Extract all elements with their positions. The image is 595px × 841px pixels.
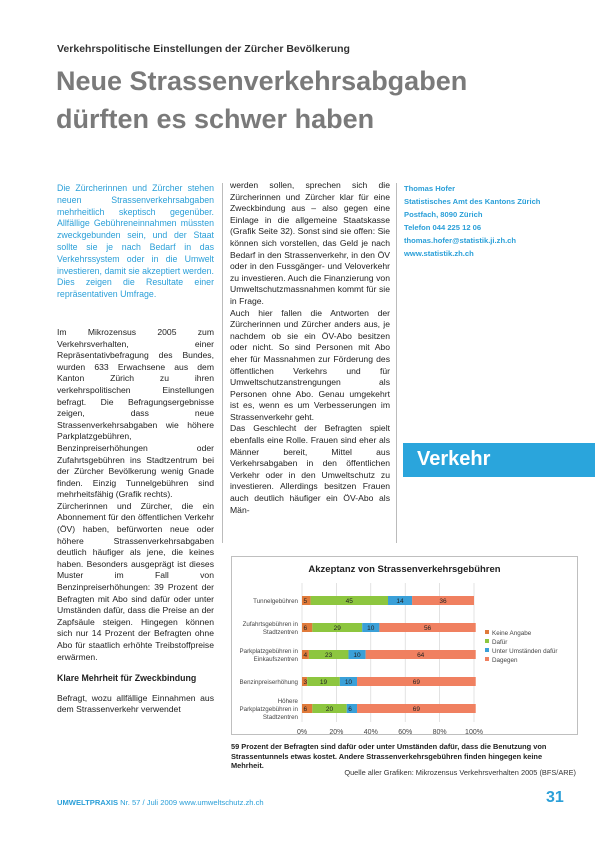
data-label: 36: [439, 598, 447, 605]
category-label: Höhere: [277, 698, 298, 705]
x-tick-label: 0%: [296, 729, 308, 734]
x-tick-label: 80%: [432, 729, 447, 734]
author-email[interactable]: thomas.hofer@statistik.ji.zh.ch: [404, 236, 517, 245]
magazine-name: UMWELTPRAXIS: [57, 798, 119, 807]
section-banner: [403, 443, 595, 477]
data-label: 6: [303, 706, 308, 713]
category-label: Benzinpreiserhöhung: [239, 679, 298, 686]
legend-label: Dafür: [492, 639, 508, 646]
column-1: [57, 183, 214, 716]
category-label: Parkplatzgebühren in: [239, 706, 298, 713]
data-label: 6: [303, 625, 308, 632]
category-label: Stadtzentren: [262, 629, 298, 636]
chart-source: Quelle aller Grafiken: Mikrozensus Verkehrsverhalten 2005 (BFS/ARE): [344, 768, 576, 777]
chart-title: Akzeptanz von Strassenverkehrsgebühren: [308, 564, 501, 575]
legend-label: Unter Umständen dafür: [492, 648, 558, 655]
data-label: 56: [423, 625, 432, 632]
footer: [57, 798, 264, 807]
author-org: Statistisches Amt des Kantons Zürich: [404, 197, 541, 206]
x-tick-label: 40%: [363, 729, 378, 734]
data-label: 69: [412, 679, 420, 686]
data-label: 45: [345, 598, 353, 605]
issue-info: Nr. 57 / Juli 2009 www.umweltschutz.zh.ch: [118, 798, 264, 807]
author-website[interactable]: www.statistik.zh.ch: [404, 249, 474, 258]
author-phone: Telefon 044 225 12 06: [404, 223, 482, 232]
legend-label: Keine Angabe: [492, 630, 532, 637]
chart-caption: 59 Prozent der Befragten sind dafür oder unter Umständen dafür, dass die Benutzung von Strassentunnels etwas kostet. Andere Strassenverkehrsgebühren finden hingegen keine Mehrheit.: [231, 742, 547, 771]
column-divider: [396, 183, 397, 543]
data-label: 29: [333, 625, 341, 632]
kicker: Verkehrspolitische Einstellungen der Zürcher Bevölkerung: [57, 43, 350, 55]
subheading: Klare Mehrheit für Zweckbindung: [57, 673, 197, 684]
chart: [231, 556, 578, 735]
data-label: 69: [412, 706, 420, 713]
body-paragraph: Auch hier fallen die Antworten der Zürcherinnen und Zürcher anders aus, je nachdem ob sie ein ÖV-Abo besitzen oder nicht. So sind Personen mit Abo eher für Massnahmen zur Förderung des öffentlichen Verkehrs und für Umweltschutzanstrengungen als Personen ohne Abo. Genau umgekehrt ist es, wenn es um Verbesserungen im Strassenverkehr geht.: [230, 307, 390, 422]
data-label: 4: [303, 652, 308, 659]
data-label: 19: [319, 679, 328, 686]
body-paragraph: Zürcherinnen und Zürcher, die ein Abonnement für den öffentlichen Verkehr (ÖV) haben, befürworten neue oder höhere Strassenverkehrsabgaben deutlich häufiger als jene, die keines haben. Besonders ausgeprägt ist dieses Muster im Fall von Benzinpreiserhöhungen: 39 Prozent der Befragten mit Abo sind dafür oder unter Umständen dafür, dass die Preise an der Zapfsäule steigen. Hingegen können sich nur 14 Prozent der Befragten ohne Abo für staatlich erhöhte Treibstoffpreise erwärmen.: [57, 500, 214, 662]
legend-label: Dagegen: [492, 657, 518, 664]
body-paragraph: werden sollen, sprechen sich die Zürcherinnen und Zürcher klar für eine Zweckbindung aus – also gegen eine Einlage in die allgemeine Staatskasse (Grafik Seite 32). Sonst sind sie offen: Sie können sich vorstellen, das Geld je nach Bedarf in den Strassenverkehr, in den ÖV oder in den Fussgänger- und Veloverkehr zu investieren. Auch die Finanzierung von Umweltschutzmassnahmen kommt für sie in Frage.: [230, 180, 390, 306]
data-label: 3: [303, 679, 308, 686]
title-line-1: Neue Strassenverkehrsabgaben: [56, 66, 468, 96]
category-label: Einkaufszentren: [253, 656, 298, 663]
column-2: [230, 180, 390, 516]
legend-swatch: [485, 657, 489, 661]
chart-plot: [232, 557, 577, 734]
lead-paragraph: Die Zürcherinnen und Zürcher stehen neuen Strassenverkehrsabgaben mehrheitlich skeptisch gegenüber. Allfällige Gebühreneinnahmen müssten zweckgebunden sein, und der Staat sollte sie je nach Bedarf in das Verkehrssystem oder in die Umwelt investieren, damit sie akzeptiert werden. Dies zeigen die Resultate einer repräsentativen Umfrage.: [57, 183, 214, 300]
author-name: Thomas Hofer: [404, 184, 456, 193]
title-line-2: dürften es schwer haben: [56, 104, 375, 134]
legend-swatch: [485, 648, 489, 652]
column-divider: [222, 183, 223, 543]
legend-swatch: [485, 639, 489, 643]
body-paragraph: Das Geschlecht der Befragten spielt ebenfalls eine Rolle. Frauen sind eher als Männer bereit, Mittel aus Verkehrsabgaben in den öffentlichen Verkehr oder in den Umweltschutz zu investieren. Allerdings besitzen Frauen auch deutlich häufiger ein ÖV-Abo als Män-: [230, 423, 390, 515]
data-label: 10: [367, 625, 375, 632]
data-label: 20: [325, 706, 334, 713]
body-paragraph: Im Mikrozensus 2005 zum Verkehrsverhalten, einer Repräsentativbefragung des Bundes, wurden 633 Erwachsene aus dem Kanton Zürich zu ihren verkehrspolitischen Einstellungen befragt. Die Befragungsergebnisse zeigen, dass neue Strassenverkehrsabgaben wie höhere Parkplatzgebühren, Benzinpreiserhöhungen oder Zufahrtsgebühren ins Stadtzentrum bei der Zürcher Bevölkerung wenig Gnade finden. Einzig Tunnelgebühren sind mehrheitsfähig (Grafik rechts).: [57, 326, 214, 500]
body-paragraph: Befragt, wozu allfällige Einnahmen aus dem Strassenverkehr verwendet: [57, 692, 214, 715]
page-title: [56, 62, 516, 138]
category-label: Parkplatzgebühren in: [239, 648, 298, 655]
author-address: Postfach, 8090 Zürich: [404, 210, 483, 219]
section-banner-label: Verkehr: [417, 448, 491, 470]
author-contact: [404, 182, 564, 260]
data-label: 23: [325, 652, 333, 659]
data-label: 10: [353, 652, 361, 659]
page-number: 31: [546, 789, 564, 806]
legend-swatch: [485, 630, 489, 634]
data-label: 10: [344, 679, 353, 686]
category-label: Tunnelgebühren: [253, 598, 298, 605]
category-label: Zufahrtsgebühren in: [242, 621, 298, 628]
x-tick-label: 60%: [398, 729, 413, 734]
category-label: Stadtzentren: [262, 714, 298, 721]
x-tick-label: 100%: [465, 729, 483, 734]
data-label: 64: [417, 652, 425, 659]
data-label: 6: [348, 706, 352, 713]
x-tick-label: 20%: [329, 729, 344, 734]
data-label: 14: [396, 598, 404, 605]
data-label: 5: [303, 598, 308, 605]
